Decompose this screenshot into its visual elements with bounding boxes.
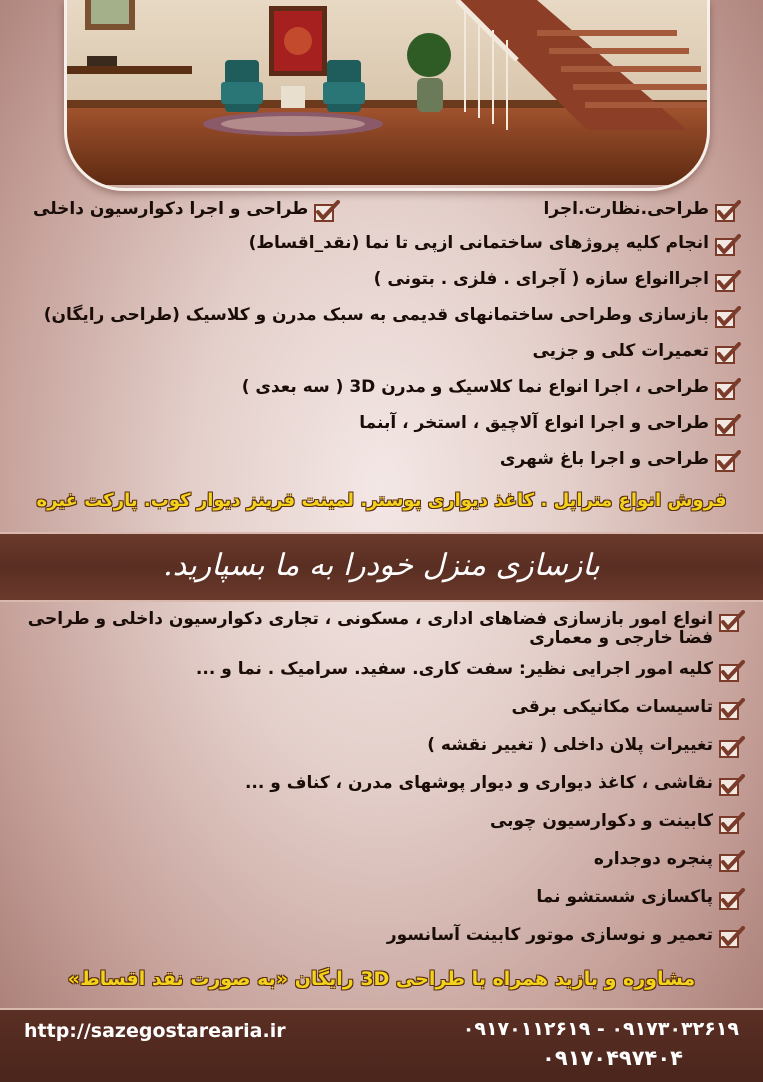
list-item — [0, 610, 745, 648]
service-text: پاکسازی شستشو نما — [536, 887, 713, 907]
service-text: تغییرات پلان داخلی ( تغییر نقشه ) — [427, 735, 713, 755]
service-text: طراحی.نظارت.اجرا — [543, 199, 709, 219]
banner-slogan: بازسازی منزل خودرا به ما بسپارید. — [163, 548, 600, 583]
list-item — [0, 888, 745, 910]
list-item — [0, 926, 745, 948]
services-first-row — [21, 200, 741, 234]
checkbox-check-icon — [715, 270, 741, 292]
list-item — [33, 200, 340, 236]
checkbox-check-icon — [719, 926, 745, 948]
service-text: اجراانواع سازه ( آجرای . فلزی . بتونی ) — [373, 269, 709, 289]
service-text: طراحی ، اجرا انواع نما کلاسیک و مدرن 3D ( سه بعدی ) — [241, 377, 709, 397]
service-text: نقاشی ، کاغذ دیواری و دیوار پوشهای مدرن ، کناف و ... — [244, 773, 713, 793]
service-text: طراحی و اجرا انواع آلاچیق ، استخر ، آبنما — [359, 413, 709, 433]
website-link[interactable]: http://sazegostarearia.ir — [24, 1020, 286, 1042]
sale-line: فروش انواع متراپل . کاغذ دیواری پوستر. لمینت قرینز دیوار کوب. پارکت غیره — [36, 490, 727, 511]
list-item — [0, 698, 745, 720]
list-item — [21, 342, 741, 378]
list-item — [21, 450, 741, 486]
list-item — [21, 306, 741, 342]
service-text: پنجره دوجداره — [593, 849, 713, 869]
services-list-top — [21, 200, 741, 486]
checkbox-check-icon — [719, 610, 745, 632]
slogan-banner — [0, 532, 763, 602]
checkbox-check-icon — [715, 378, 741, 400]
service-text: کابینت و دکوارسیون چوبی — [489, 811, 713, 831]
service-text: انجام کلیه پروژهای ساختمانی ازپی تا نما (نقد_اقساط) — [248, 233, 709, 253]
list-item — [21, 270, 741, 306]
checkbox-check-icon — [719, 698, 745, 720]
checkbox-check-icon — [719, 812, 745, 834]
services-list-bottom — [0, 610, 745, 964]
list-item — [0, 736, 745, 758]
list-item — [0, 660, 745, 682]
checkbox-check-icon — [715, 342, 741, 364]
footer — [0, 1008, 763, 1082]
service-text: تاسیسات مکانیکی برقی — [511, 697, 713, 717]
list-item — [0, 812, 745, 834]
interior-photo — [64, 0, 710, 191]
checkbox-check-icon — [719, 888, 745, 910]
service-text: تعمیر و نوسازی موتور کابینت آسانسور — [386, 925, 713, 945]
list-item — [21, 378, 741, 414]
checkbox-check-icon — [715, 414, 741, 436]
service-text: بازسازی وطراحی ساختمانهای قدیمی به سبک مدرن و کلاسیک (طراحی رایگان) — [43, 305, 709, 325]
phone-numbers: ۰۹۱۷۰۱۱۲۶۱۹ - ۰۹۱۷۳۰۳۲۶۱۹ — [462, 1018, 739, 1040]
checkbox-check-icon — [715, 200, 741, 222]
list-item — [21, 414, 741, 450]
checkbox-check-icon — [314, 200, 340, 222]
list-item — [544, 200, 741, 236]
list-item — [0, 850, 745, 872]
phone-number: ۰۹۱۷۰۴۹۷۴۰۴ — [542, 1046, 683, 1070]
checkbox-check-icon — [719, 736, 745, 758]
consult-line: مشاوره و بازید همراه با طراحی 3D رایگان «به صورت نقد اقساط» — [67, 968, 696, 990]
checkbox-check-icon — [719, 660, 745, 682]
checkbox-check-icon — [715, 234, 741, 256]
service-text: کلیه امور اجرایی نظیر: سفت کاری. سفید. سرامیک . نما و ... — [195, 659, 713, 679]
list-item — [0, 774, 745, 796]
checkbox-check-icon — [719, 850, 745, 872]
checkbox-check-icon — [715, 450, 741, 472]
checkbox-check-icon — [719, 774, 745, 796]
service-text: انواع امور بازسازی فضاهای اداری ، مسکونی ، تجاری دکوارسیون داخلی و طراحی فضا خارجی و معماری — [27, 609, 713, 648]
checkbox-check-icon — [715, 306, 741, 328]
service-text: طراحی و اجرا باغ شهری — [499, 449, 709, 469]
service-text: تعمیرات کلی و جزیی — [532, 341, 709, 361]
service-text: طراحی و اجرا دکوارسیون داخلی — [33, 199, 309, 219]
list-item — [21, 234, 741, 270]
